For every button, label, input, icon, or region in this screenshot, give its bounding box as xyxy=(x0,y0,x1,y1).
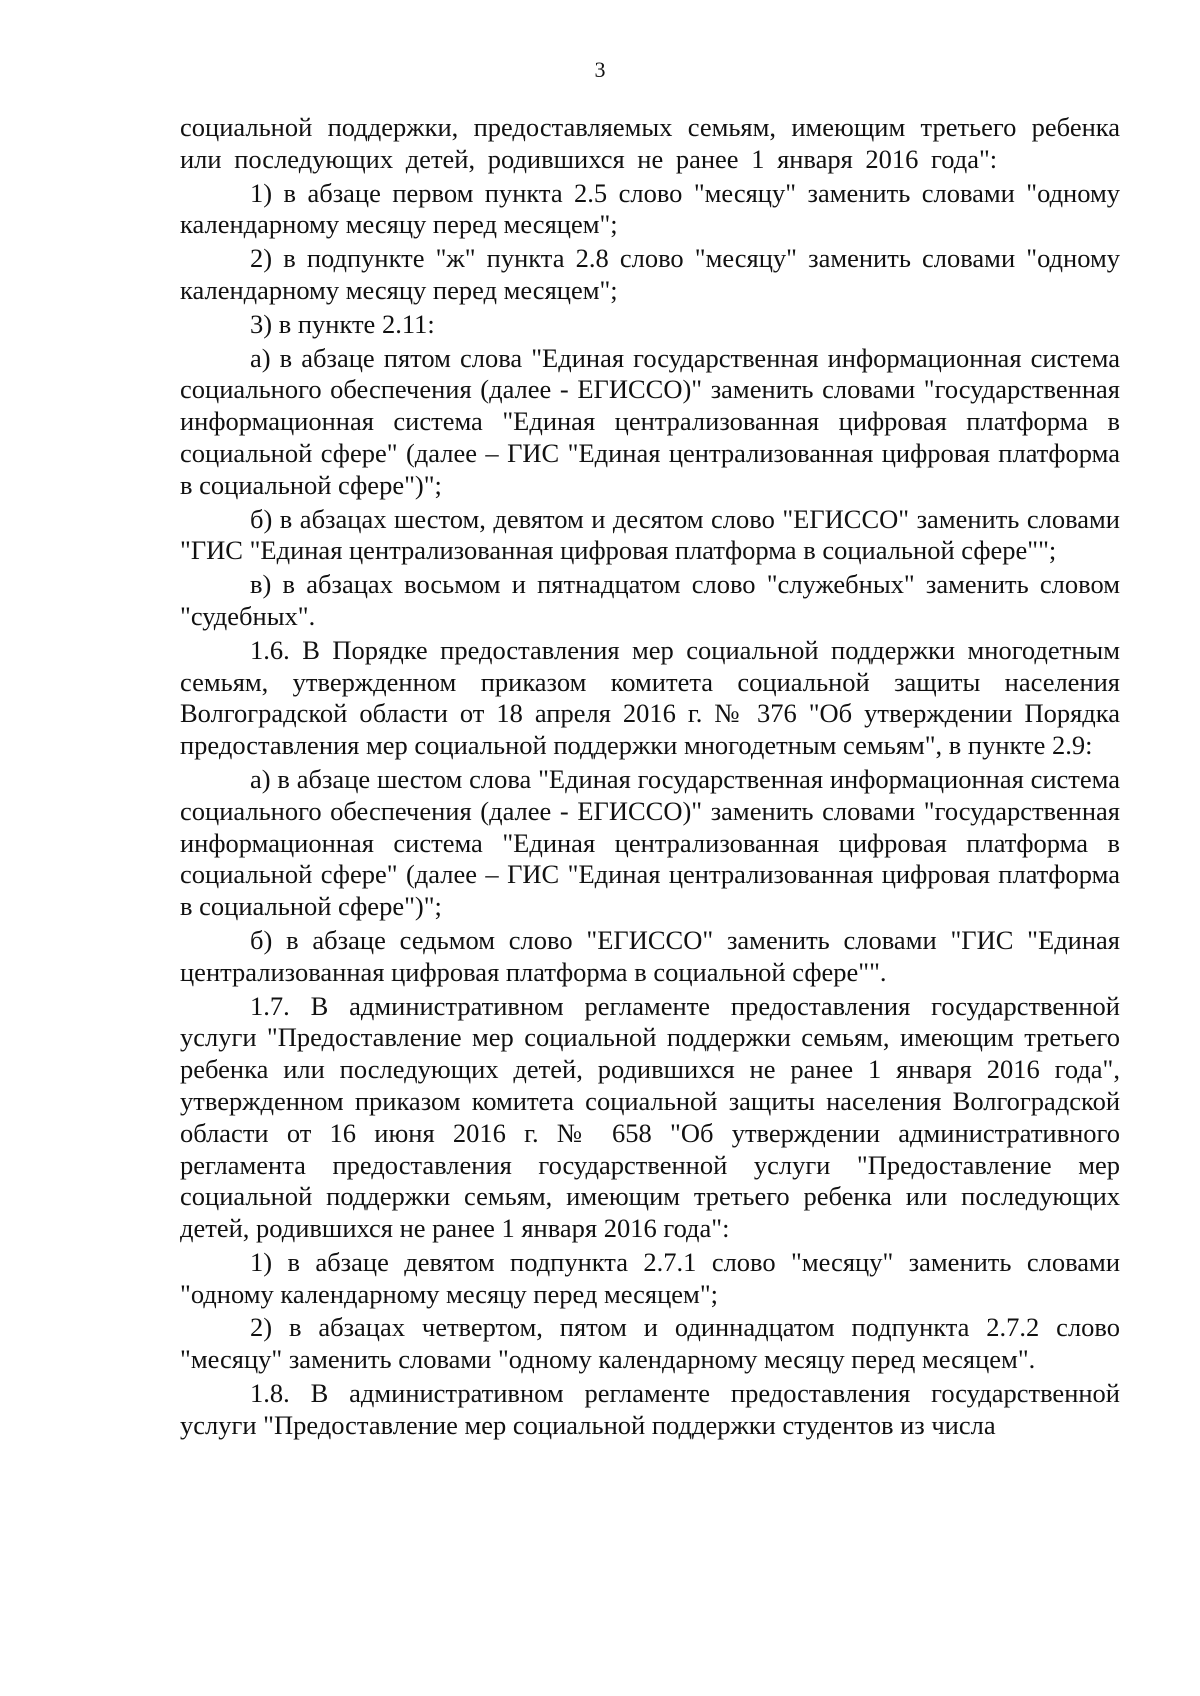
paragraph: 1.6. В Порядке предоставления мер социальной поддержки многодетным семьям, утвержденном приказом комитета социальной защиты населения Волгоградской области от 18 апреля 2016 г. № 376 "Об утверждении Порядка предоставления мер социальной поддержки многодетным семьям", в пункте 2.9: xyxy=(180,634,1120,761)
paragraph: 2) в подпункте "ж" пункта 2.8 слово "месяцу" заменить словами "одному календарному месяцу перед месяцем"; xyxy=(180,243,1120,305)
document-body xyxy=(180,112,1120,1442)
paragraph: 3) в пункте 2.11: xyxy=(250,308,435,339)
paragraph: 1.7. В административном регламенте предоставления государственной услуги "Предоставление мер социальной поддержки семьям, имеющим третьего ребенка или последующих детей, родившихся не ранее 1 января 2016 года", утвержденном приказом комитета социальной защиты населения Волгоградской области от 16 июня 2016 г. № 658 "Об утверждении административного регламента предоставления государственной услуги "Предоставление мер социальной поддержки семьям, имеющим третьего ребенка или последующих детей, родившихся не ранее 1 января 2016 года": xyxy=(180,990,1120,1244)
paragraph: а) в абзаце шестом слова "Единая государственная информационная система социального обеспечения (далее - ЕГИССО)" заменить словами "государственная информационная система "Единая централизованная цифровая платформа в социальной сфере" (далее – ГИС "Единая централизованная цифровая платформа в социальной сфере")"; xyxy=(180,763,1120,922)
paragraph: 2) в абзацах четвертом, пятом и одиннадцатом подпункта 2.7.2 слово "месяцу" заменить словами "одному календарному месяцу перед месяцем". xyxy=(180,1312,1120,1375)
paragraph: б) в абзацах шестом, девятом и десятом слово "ЕГИССО" заменить словами "ГИС "Единая централизованная цифровая платформа в социальной сфере""; xyxy=(180,503,1120,566)
paragraph: 1) в абзаце первом пункта 2.5 слово "месяцу" заменить словами "одному календарному месяцу перед месяцем"; xyxy=(180,177,1120,240)
paragraph: 1.8. В административном регламенте предоставления государственной услуги "Предоставление мер социальной поддержки студентов из числа xyxy=(180,1378,1120,1440)
paragraph: 1) в абзаце девятом подпункта 2.7.1 слово "месяцу" заменить словами "одному календарному месяцу перед месяцем"; xyxy=(180,1246,1120,1309)
paragraph: в) в абзацах восьмом и пятнадцатом слово "служебных" заменить словом "судебных". xyxy=(180,569,1120,631)
paragraph: социальной поддержки, предоставляемых семьям, имеющим третьего ребенка или последующих детей, родившихся не ранее 1 января 2016 года": xyxy=(180,112,1120,174)
paragraph: б) в абзаце седьмом слово "ЕГИССО" заменить словами "ГИС "Единая централизованная цифровая платформа в социальной сфере"". xyxy=(180,924,1120,987)
paragraph: а) в абзаце пятом слова "Единая государственная информационная система социального обеспечения (далее - ЕГИССО)" заменить словами "государственная информационная система "Единая централизованная цифровая платформа в социальной сфере" (далее – ГИС "Единая централизованная цифровая платформа в социальной сфере")"; xyxy=(180,342,1120,500)
page-number: 3 xyxy=(594,57,606,82)
